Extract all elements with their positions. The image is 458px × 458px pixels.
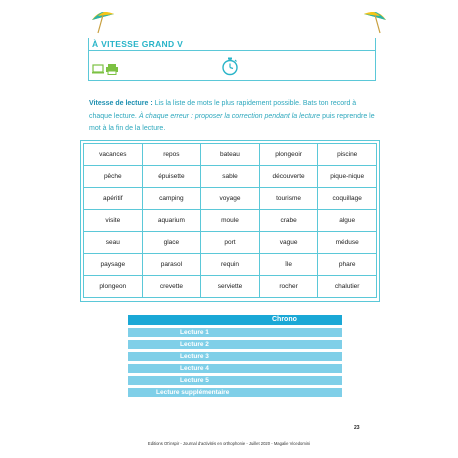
header-bottom-divider [88,80,376,81]
laptop-icon [92,65,104,74]
instructions-lead: Vitesse de lecture : [89,100,153,107]
word-cell: sable [201,166,260,188]
chrono-header: Chrono [272,316,297,323]
word-cell: pêche [84,166,143,188]
instructions-text: Lis la liste de mots le plus rapidement possible. Bats ton record à chaque lecture. [89,100,357,120]
word-row [84,210,377,232]
word-cell: bateau [201,144,260,166]
title-divider [88,50,376,51]
word-cell: visite [84,210,143,232]
word-cell: seau [84,232,143,254]
instructions-paragraph [89,98,379,136]
word-cell: crevette [142,276,201,298]
word-cell: coquillage [318,188,377,210]
word-cell: serviette [201,276,260,298]
word-cell: crabe [259,210,318,232]
word-row [84,188,377,210]
page-number: 23 [354,425,360,431]
word-row [84,254,377,276]
instructions-error-rule: À chaque erreur : proposer la correction pendant la lecture [138,112,321,120]
extra-reading-label: Lecture supplémentaire [156,389,230,397]
word-cell: aquarium [142,210,201,232]
reading-label: Lecture 4 [180,365,209,373]
reading-label: Lecture 1 [180,328,209,336]
chrono-row [128,364,342,373]
chrono-row-extra [128,388,342,397]
section-title: À VITESSE GRAND V [92,39,184,49]
reading-label: Lecture 2 [180,340,209,348]
word-cell: épuisette [142,166,201,188]
word-cell: plongeon [84,276,143,298]
word-cell: pique-nique [318,166,377,188]
word-cell: repos [142,144,201,166]
word-cell: plongeoir [259,144,318,166]
word-row [84,276,377,298]
device-icons [92,63,122,75]
word-cell: camping [142,188,201,210]
chrono-table [128,315,342,401]
word-cell: requin [201,254,260,276]
word-cell: tourisme [259,188,318,210]
beach-umbrella-icon [90,8,116,34]
word-cell: port [201,232,260,254]
word-cell: paysage [84,254,143,276]
chrono-row [128,376,342,385]
word-cell: phare [318,254,377,276]
instructions-text-end: puis reprendre le mot à la fin de la lecture. [89,112,375,132]
word-cell: voyage [201,188,260,210]
word-cell: moule [201,210,260,232]
word-cell: glace [142,232,201,254]
word-cell: algue [318,210,377,232]
chrono-row [128,328,342,337]
word-cell: méduse [318,232,377,254]
word-cell: chalutier [318,276,377,298]
word-cell: découverte [259,166,318,188]
beach-umbrella-icon [362,8,388,34]
word-cell: vacances [84,144,143,166]
word-cell: île [259,254,318,276]
word-row [84,166,377,188]
word-row [84,144,377,166]
chrono-header-row [128,315,342,325]
chrono-row [128,352,342,361]
word-cell: apéritif [84,188,143,210]
reading-label: Lecture 5 [180,377,209,385]
word-table [83,143,377,298]
reading-label: Lecture 3 [180,352,209,360]
word-cell: vague [259,232,318,254]
stopwatch-icon [220,56,240,76]
word-cell: piscine [318,144,377,166]
word-cell: rocher [259,276,318,298]
word-cell: parasol [142,254,201,276]
word-row [84,232,377,254]
chrono-row [128,340,342,349]
footer-credits: Editions Ot'inspir - Journal d'activités en orthophonie - Juillet 2020 - Magalie Vicedomini [147,441,311,446]
printer-icon [106,64,118,75]
